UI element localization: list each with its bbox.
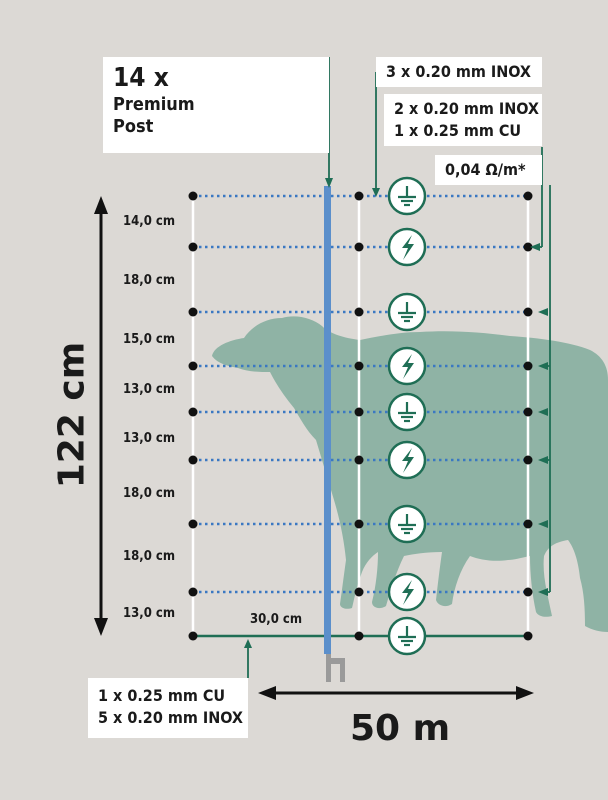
post-name-line2: Post — [113, 116, 154, 137]
insulator-dot — [355, 456, 364, 465]
lightning-icon — [389, 348, 425, 384]
height-arrow — [94, 196, 108, 636]
insulator-dot — [189, 520, 198, 529]
insulator-dot — [355, 520, 364, 529]
ground-icon — [389, 506, 425, 542]
insulator-dot — [355, 308, 364, 317]
lightning-icon — [389, 442, 425, 478]
insulator-dot — [189, 408, 198, 417]
insulator-dot — [355, 408, 364, 417]
post-spacing-label: 30,0 cm — [250, 612, 303, 627]
insulator-dot — [355, 243, 364, 252]
feeder-arrow — [538, 308, 548, 316]
insulator-dot — [189, 632, 198, 641]
top-wire-spec: 3 x 0.20 mm INOX — [386, 62, 532, 81]
total-length-label: 50 m — [350, 708, 451, 749]
bottom-wire-spec-2: 5 x 0.20 mm INOX — [98, 708, 244, 727]
insulator-dot — [189, 308, 198, 317]
top-wire-label-box — [376, 57, 542, 87]
insulator-dot — [524, 308, 533, 317]
spacing-label: 18,0 cm — [123, 486, 176, 501]
insulator-dot — [524, 408, 533, 417]
live-wire-spec-1: 2 x 0.20 mm INOX — [394, 99, 540, 118]
lightning-icon — [389, 574, 425, 610]
ground-icon — [389, 178, 425, 214]
insulator-dot — [524, 588, 533, 597]
total-height-label: 122 cm — [51, 341, 93, 489]
live-wire-spec-2: 1 x 0.25 mm CU — [394, 121, 522, 140]
post-count: 14 x — [113, 63, 169, 93]
spacing-label: 13,0 cm — [123, 431, 176, 446]
ground-icon — [389, 294, 425, 330]
insulator-dot — [524, 632, 533, 641]
insulator-dot — [189, 588, 198, 597]
resistance-label-box — [435, 155, 542, 185]
ground-icon — [389, 618, 425, 654]
insulator-dot — [189, 243, 198, 252]
post-label-box — [103, 57, 329, 153]
length-arrow — [258, 686, 534, 700]
insulator-dot — [355, 362, 364, 371]
insulator-dot — [524, 362, 533, 371]
live-wire-label-box — [384, 94, 542, 146]
post-name-line1: Premium — [113, 94, 195, 115]
post-ground-spike-icon — [326, 654, 345, 682]
insulator-dot — [355, 192, 364, 201]
spacing-label: 14,0 cm — [123, 214, 176, 229]
insulator-dot — [524, 456, 533, 465]
insulator-dot — [524, 520, 533, 529]
insulator-dot — [355, 632, 364, 641]
insulator-dot — [189, 456, 198, 465]
insulator-dot — [524, 192, 533, 201]
resistance-value: 0,04 Ω/m* — [445, 160, 526, 179]
lightning-icon — [389, 229, 425, 265]
spacing-label: 13,0 cm — [123, 382, 176, 397]
premium-post — [324, 186, 331, 654]
wire-icons — [389, 178, 425, 654]
spacing-label: 18,0 cm — [123, 273, 176, 288]
bottom-wire-spec-1: 1 x 0.25 mm CU — [98, 686, 226, 705]
spacing-label: 13,0 cm — [123, 606, 176, 621]
insulator-dot — [355, 588, 364, 597]
spacing-label: 15,0 cm — [123, 332, 176, 347]
insulator-dot — [189, 362, 198, 371]
ground-icon — [389, 394, 425, 430]
arrow-head — [244, 639, 252, 648]
insulator-dot — [189, 192, 198, 201]
bottom-wire-label-box — [88, 678, 248, 738]
spacing-label: 18,0 cm — [123, 549, 176, 564]
